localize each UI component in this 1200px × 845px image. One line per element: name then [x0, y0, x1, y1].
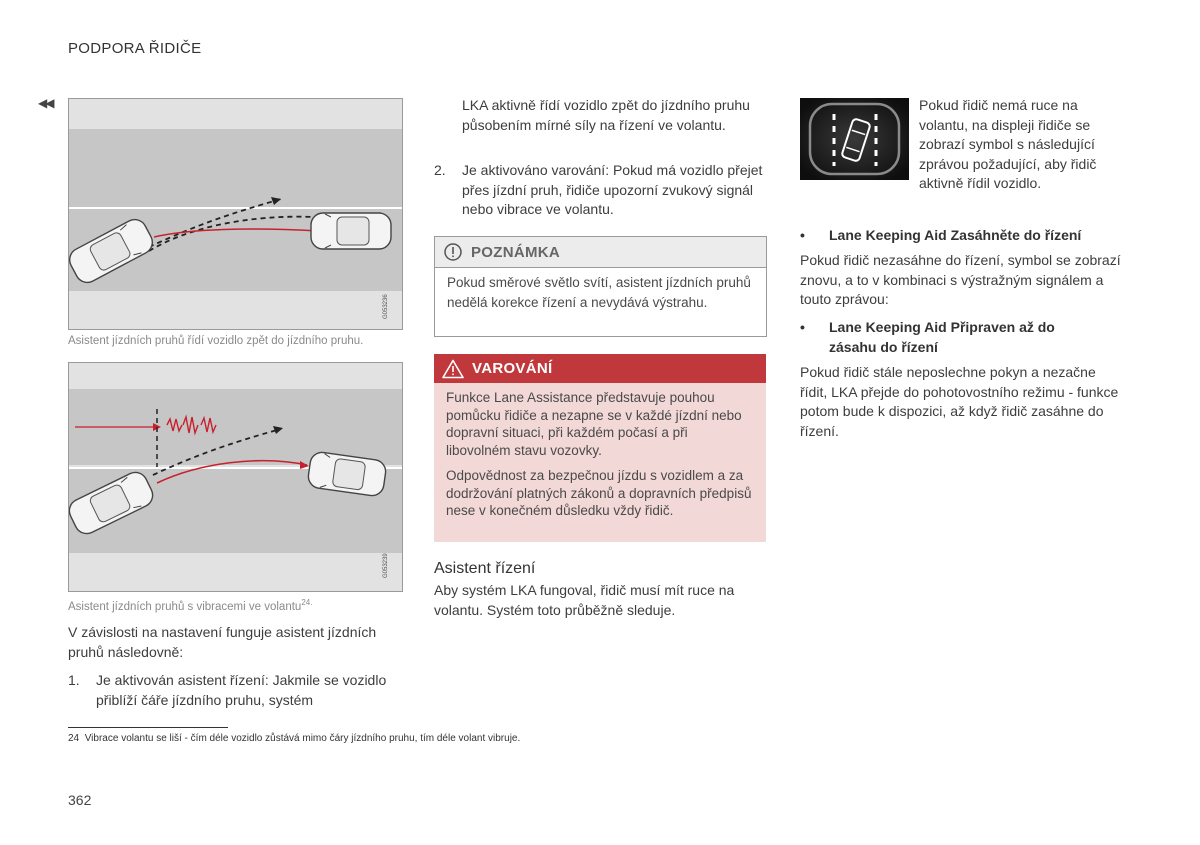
col3-paragraph-1: Pokud řidič nezasáhne do řízení, symbol se zobrazí znovu, a to v kombinaci s výstražným signálem a touto zprávou:	[800, 252, 1121, 307]
info-icon	[443, 242, 463, 262]
lka-hands-off-symbol	[800, 98, 909, 180]
steering-lane-icon	[800, 98, 909, 180]
col1-item1	[68, 671, 403, 711]
footnote-text: Vibrace volantu se liší - čím déle vozidlo zůstává mimo čáry jízdního pruhu, tím déle volant vibruje.	[84, 733, 521, 744]
bullet-1-text: Lane Keeping Aid Zasáhněte do řízení	[829, 227, 1082, 243]
footnote-divider	[68, 727, 228, 728]
warning-paragraph-1: Funkce Lane Assistance představuje pouhou pomůcku řidiče a nezapne se v každé jízdní nebo dopravní situaci, při každém počasí a při libovolném stavu vozovky.	[446, 390, 742, 458]
figure-lka-steering	[68, 98, 403, 330]
bullet-dot: •	[800, 319, 805, 335]
col3-paragraph-2: Pokud řidič stále neposlechne pokyn a nezačne řídit, LKA přejde do pohotovostního režimu - funkce potom bude k dispozici, až když řidič zasáhne do řízení.	[800, 364, 1119, 439]
lka-steering-illustration	[69, 99, 402, 329]
section-heading-text: Aby systém LKA fungoval, řidič musí mít ruce na volantu. Systém toto průběžně sleduje.	[434, 582, 735, 618]
figure2-caption-sup: 24.	[301, 598, 313, 607]
section-heading: Asistent řízení	[434, 560, 536, 577]
warning-paragraph-2: Odpovědnost za bezpečnou jízdu s vozidlem a za dodržování platných zákonů a dopravních předpisů nese v konečném důsledku vždy řidič.	[446, 468, 752, 518]
note-header	[435, 237, 766, 268]
item2-number: 2.	[434, 162, 446, 178]
warning-triangle-icon	[442, 359, 464, 379]
page-number: 362	[68, 792, 92, 808]
warning-body	[434, 383, 766, 536]
figure2-code: G053239	[383, 553, 389, 578]
bullet-dot: •	[800, 227, 805, 243]
footnote	[68, 733, 768, 744]
warning-header	[434, 354, 766, 383]
figure-lka-vibration	[68, 362, 403, 592]
symbol-description: Pokud řidič nemá ruce na volantu, na displeji řidiče se zobrazí symbol s následující zprávou požadující, aby řidič aktivně řídil vozidlo.	[919, 97, 1097, 191]
note-text: Pokud směrové světlo svítí, asistent jízdních pruhů nedělá korekce řízení a nevydává výstrahu.	[447, 275, 751, 310]
lka-vibration-illustration	[69, 363, 402, 591]
col2-item2	[434, 161, 769, 221]
col2-continuation: LKA aktivně řídí vozidlo zpět do jízdního pruhu působením mírné síly na řízení ve volantu.	[462, 97, 750, 133]
figure1-code: G053236	[383, 294, 389, 319]
warning-title: VAROVÁNÍ	[472, 360, 553, 377]
figure2-caption	[68, 598, 408, 613]
col1-intro: V závislosti na nastavení funguje asistent jízdních pruhů následovně:	[68, 624, 377, 660]
note-title: POZNÁMKA	[471, 243, 561, 261]
note-box	[434, 236, 767, 337]
page-header-title: PODPORA ŘIDIČE	[68, 40, 202, 57]
double-chevron-left-icon[interactable]: ◀◀	[38, 96, 53, 110]
footnote-number: 24	[68, 733, 80, 744]
item1-text: Je aktivován asistent řízení: Jakmile se vozidlo přiblíží čáře jízdního pruhu, systém	[96, 672, 387, 708]
item2-text: Je aktivováno varování: Pokud má vozidlo přejet přes jízdní pruh, řidiče upozorní zvukový signál nebo vibrace ve volantu.	[462, 162, 763, 217]
figure2-caption-text: Asistent jízdních pruhů s vibracemi ve volantu	[68, 600, 302, 613]
bullet-2-text: Lane Keeping Aid Připraven až do zásahu do řízení	[829, 319, 1055, 355]
figure1-caption: Asistent jízdních pruhů řídí vozidlo zpět do jízdního pruhu.	[68, 335, 364, 347]
warning-box	[434, 354, 766, 542]
item1-number: 1.	[68, 672, 80, 688]
